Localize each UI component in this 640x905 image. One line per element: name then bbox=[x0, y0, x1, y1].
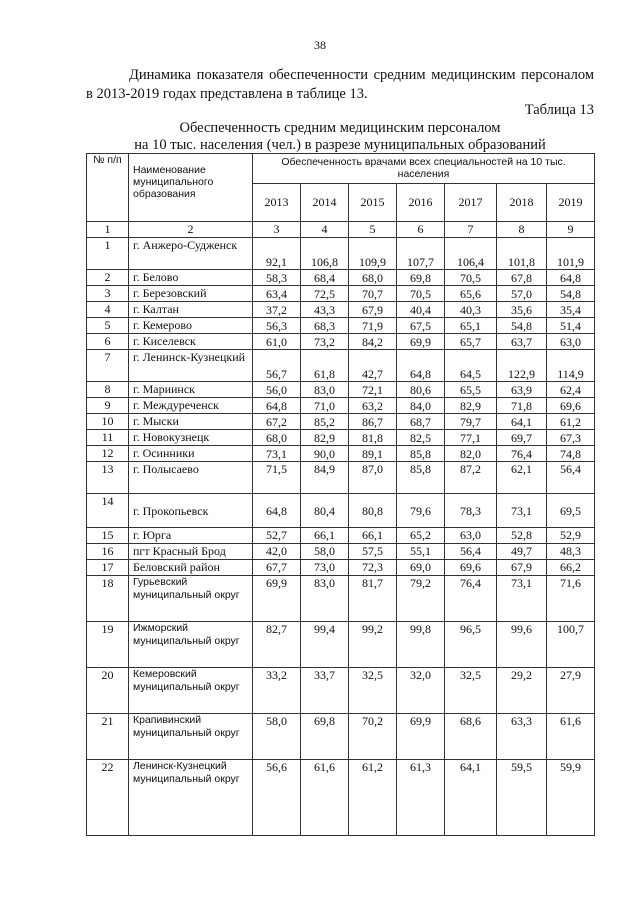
row-value: 77,1 bbox=[445, 430, 497, 446]
row-value: 81,7 bbox=[349, 576, 397, 622]
row-value: 67,9 bbox=[349, 302, 397, 318]
row-value: 70,2 bbox=[349, 714, 397, 760]
row-name: г. Кемерово bbox=[129, 318, 253, 334]
row-number: 16 bbox=[87, 544, 129, 560]
row-value: 99,6 bbox=[497, 622, 547, 668]
row-value: 74,8 bbox=[547, 446, 595, 462]
row-number: 6 bbox=[87, 334, 129, 350]
header-year: 2013 bbox=[253, 184, 301, 222]
row-value: 32,5 bbox=[349, 668, 397, 714]
row-name: Гурьевский муниципальный округ bbox=[129, 576, 253, 622]
row-value: 82,9 bbox=[445, 398, 497, 414]
intro-paragraph: Динамика показателя обеспеченности средним медицинским персоналом в 2013-2019 годах представлена в таблице 13. bbox=[86, 67, 594, 102]
row-value: 78,3 bbox=[445, 494, 497, 528]
row-value: 54,8 bbox=[547, 286, 595, 302]
row-value: 71,6 bbox=[547, 576, 595, 622]
table-row bbox=[87, 528, 595, 544]
row-value: 43,3 bbox=[301, 302, 349, 318]
table-row bbox=[87, 286, 595, 302]
header-name: Наименование муниципального образования bbox=[129, 154, 253, 222]
row-value: 83,0 bbox=[301, 382, 349, 398]
row-value: 42,7 bbox=[349, 350, 397, 382]
row-value: 35,6 bbox=[497, 302, 547, 318]
row-value: 66,1 bbox=[301, 528, 349, 544]
column-number: 4 bbox=[301, 222, 349, 238]
row-number: 15 bbox=[87, 528, 129, 544]
row-value: 73,1 bbox=[253, 446, 301, 462]
column-number: 1 bbox=[87, 222, 129, 238]
row-value: 56,3 bbox=[253, 318, 301, 334]
table-row bbox=[87, 270, 595, 286]
row-value: 35,4 bbox=[547, 302, 595, 318]
row-number: 9 bbox=[87, 398, 129, 414]
row-number: 4 bbox=[87, 302, 129, 318]
row-value: 80,8 bbox=[349, 494, 397, 528]
row-value: 56,7 bbox=[253, 350, 301, 382]
row-value: 114,9 bbox=[547, 350, 595, 382]
row-value: 67,8 bbox=[497, 270, 547, 286]
row-value: 106,8 bbox=[301, 238, 349, 270]
row-name: г. Полысаево bbox=[129, 462, 253, 494]
table-row bbox=[87, 446, 595, 462]
row-number: 21 bbox=[87, 714, 129, 760]
row-value: 56,4 bbox=[445, 544, 497, 560]
row-value: 67,3 bbox=[547, 430, 595, 446]
row-number: 20 bbox=[87, 668, 129, 714]
table-row bbox=[87, 560, 595, 576]
table-caption: Таблица 13 bbox=[524, 102, 594, 118]
row-value: 49,7 bbox=[497, 544, 547, 560]
row-number: 1 bbox=[87, 238, 129, 270]
row-value: 63,0 bbox=[547, 334, 595, 350]
row-value: 69,7 bbox=[497, 430, 547, 446]
row-value: 86,7 bbox=[349, 414, 397, 430]
row-name: г. Мыски bbox=[129, 414, 253, 430]
table-row bbox=[87, 302, 595, 318]
row-value: 70,7 bbox=[349, 286, 397, 302]
row-value: 56,4 bbox=[547, 462, 595, 494]
row-value: 69,6 bbox=[547, 398, 595, 414]
header-year: 2015 bbox=[349, 184, 397, 222]
row-number: 18 bbox=[87, 576, 129, 622]
header-num: № п/п bbox=[87, 154, 129, 222]
row-value: 69,8 bbox=[301, 714, 349, 760]
row-value: 63,0 bbox=[445, 528, 497, 544]
row-value: 82,7 bbox=[253, 622, 301, 668]
table-row bbox=[87, 318, 595, 334]
table-row bbox=[87, 760, 595, 836]
table-row bbox=[87, 238, 595, 270]
row-value: 29,2 bbox=[497, 668, 547, 714]
row-value: 82,0 bbox=[445, 446, 497, 462]
row-value: 76,4 bbox=[445, 576, 497, 622]
table-row bbox=[87, 430, 595, 446]
row-name: г. Белово bbox=[129, 270, 253, 286]
row-value: 51,4 bbox=[547, 318, 595, 334]
row-name: г. Осинники bbox=[129, 446, 253, 462]
row-value: 65,1 bbox=[445, 318, 497, 334]
row-value: 92,1 bbox=[253, 238, 301, 270]
row-value: 82,5 bbox=[397, 430, 445, 446]
row-value: 80,4 bbox=[301, 494, 349, 528]
row-value: 68,6 bbox=[445, 714, 497, 760]
row-value: 69,9 bbox=[397, 714, 445, 760]
column-number: 6 bbox=[397, 222, 445, 238]
row-number: 3 bbox=[87, 286, 129, 302]
row-number: 11 bbox=[87, 430, 129, 446]
header-year: 2018 bbox=[497, 184, 547, 222]
row-value: 106,4 bbox=[445, 238, 497, 270]
row-value: 89,1 bbox=[349, 446, 397, 462]
row-name: г. Новокузнецк bbox=[129, 430, 253, 446]
row-value: 79,7 bbox=[445, 414, 497, 430]
row-name: г. Калтан bbox=[129, 302, 253, 318]
row-value: 84,0 bbox=[397, 398, 445, 414]
row-number: 10 bbox=[87, 414, 129, 430]
row-value: 69,0 bbox=[397, 560, 445, 576]
row-value: 37,2 bbox=[253, 302, 301, 318]
row-value: 72,5 bbox=[301, 286, 349, 302]
row-value: 68,3 bbox=[301, 318, 349, 334]
table-row bbox=[87, 334, 595, 350]
row-value: 58,0 bbox=[301, 544, 349, 560]
row-name: Ленинск-Кузнецкий муниципальный округ bbox=[129, 760, 253, 836]
table-row bbox=[87, 544, 595, 560]
row-value: 68,0 bbox=[349, 270, 397, 286]
row-value: 67,7 bbox=[253, 560, 301, 576]
row-value: 32,5 bbox=[445, 668, 497, 714]
row-value: 65,7 bbox=[445, 334, 497, 350]
table-row bbox=[87, 462, 595, 494]
row-value: 84,2 bbox=[349, 334, 397, 350]
row-value: 56,0 bbox=[253, 382, 301, 398]
row-name: г. Мариинск bbox=[129, 382, 253, 398]
row-value: 80,6 bbox=[397, 382, 445, 398]
row-value: 61,6 bbox=[301, 760, 349, 836]
table-row bbox=[87, 398, 595, 414]
row-name: г. Междуреченск bbox=[129, 398, 253, 414]
row-value: 54,8 bbox=[497, 318, 547, 334]
row-value: 90,0 bbox=[301, 446, 349, 462]
row-value: 55,1 bbox=[397, 544, 445, 560]
row-name: г. Киселевск bbox=[129, 334, 253, 350]
row-value: 71,9 bbox=[349, 318, 397, 334]
row-value: 69,9 bbox=[397, 334, 445, 350]
row-value: 40,3 bbox=[445, 302, 497, 318]
column-number: 2 bbox=[129, 222, 253, 238]
row-value: 73,1 bbox=[497, 576, 547, 622]
row-value: 85,8 bbox=[397, 446, 445, 462]
row-value: 61,0 bbox=[253, 334, 301, 350]
row-value: 99,8 bbox=[397, 622, 445, 668]
row-number: 13 bbox=[87, 462, 129, 494]
row-value: 122,9 bbox=[497, 350, 547, 382]
column-number: 7 bbox=[445, 222, 497, 238]
table-row bbox=[87, 576, 595, 622]
table-row bbox=[87, 350, 595, 382]
row-value: 48,3 bbox=[547, 544, 595, 560]
row-value: 33,7 bbox=[301, 668, 349, 714]
table-row bbox=[87, 622, 595, 668]
row-value: 71,0 bbox=[301, 398, 349, 414]
row-value: 33,2 bbox=[253, 668, 301, 714]
row-value: 61,3 bbox=[397, 760, 445, 836]
row-name: пгт Красный Брод bbox=[129, 544, 253, 560]
row-value: 32,0 bbox=[397, 668, 445, 714]
column-number: 9 bbox=[547, 222, 595, 238]
row-value: 57,5 bbox=[349, 544, 397, 560]
row-value: 72,3 bbox=[349, 560, 397, 576]
header-year: 2019 bbox=[547, 184, 595, 222]
row-value: 58,3 bbox=[253, 270, 301, 286]
row-value: 61,2 bbox=[547, 414, 595, 430]
row-value: 57,0 bbox=[497, 286, 547, 302]
row-name: г. Березовский bbox=[129, 286, 253, 302]
row-value: 72,1 bbox=[349, 382, 397, 398]
row-value: 66,1 bbox=[349, 528, 397, 544]
row-value: 69,8 bbox=[397, 270, 445, 286]
table-title-line2: на 10 тыс. населения (чел.) в разрезе муниципальных образований bbox=[134, 137, 546, 153]
row-name: Крапивинский муниципальный округ bbox=[129, 714, 253, 760]
table-row bbox=[87, 714, 595, 760]
row-value: 61,8 bbox=[301, 350, 349, 382]
row-value: 64,8 bbox=[397, 350, 445, 382]
row-name: г. Анжеро-Судженск bbox=[129, 238, 253, 270]
row-number: 22 bbox=[87, 760, 129, 836]
row-value: 107,7 bbox=[397, 238, 445, 270]
row-value: 52,7 bbox=[253, 528, 301, 544]
row-value: 70,5 bbox=[445, 270, 497, 286]
data-table bbox=[86, 153, 595, 836]
row-name: г. Ленинск-Кузнецкий bbox=[129, 350, 253, 382]
row-value: 71,5 bbox=[253, 462, 301, 494]
header-year: 2017 bbox=[445, 184, 497, 222]
row-number: 12 bbox=[87, 446, 129, 462]
row-value: 67,5 bbox=[397, 318, 445, 334]
row-value: 69,9 bbox=[253, 576, 301, 622]
row-value: 52,8 bbox=[497, 528, 547, 544]
row-value: 73,1 bbox=[497, 494, 547, 528]
table-row bbox=[87, 382, 595, 398]
header-year: 2016 bbox=[397, 184, 445, 222]
row-number: 5 bbox=[87, 318, 129, 334]
row-value: 73,0 bbox=[301, 560, 349, 576]
row-value: 69,5 bbox=[547, 494, 595, 528]
row-value: 100,7 bbox=[547, 622, 595, 668]
row-value: 64,5 bbox=[445, 350, 497, 382]
row-value: 67,2 bbox=[253, 414, 301, 430]
row-value: 63,4 bbox=[253, 286, 301, 302]
row-name: Ижморский муниципальный округ bbox=[129, 622, 253, 668]
row-value: 67,9 bbox=[497, 560, 547, 576]
row-value: 64,1 bbox=[497, 414, 547, 430]
row-value: 82,9 bbox=[301, 430, 349, 446]
row-value: 62,4 bbox=[547, 382, 595, 398]
row-value: 87,0 bbox=[349, 462, 397, 494]
row-name: г. Юрга bbox=[129, 528, 253, 544]
row-value: 63,9 bbox=[497, 382, 547, 398]
page-number: 38 bbox=[314, 38, 326, 52]
row-value: 61,6 bbox=[547, 714, 595, 760]
row-value: 59,9 bbox=[547, 760, 595, 836]
row-value: 63,3 bbox=[497, 714, 547, 760]
row-value: 59,5 bbox=[497, 760, 547, 836]
row-value: 66,2 bbox=[547, 560, 595, 576]
table-title-line1: Обеспеченность средним медицинским персоналом bbox=[179, 120, 501, 136]
row-value: 52,9 bbox=[547, 528, 595, 544]
row-value: 79,2 bbox=[397, 576, 445, 622]
row-value: 42,0 bbox=[253, 544, 301, 560]
row-value: 85,2 bbox=[301, 414, 349, 430]
row-value: 109,9 bbox=[349, 238, 397, 270]
row-value: 73,2 bbox=[301, 334, 349, 350]
row-value: 96,5 bbox=[445, 622, 497, 668]
row-number: 8 bbox=[87, 382, 129, 398]
row-value: 69,6 bbox=[445, 560, 497, 576]
row-value: 68,7 bbox=[397, 414, 445, 430]
table-title bbox=[86, 120, 594, 154]
row-value: 71,8 bbox=[497, 398, 547, 414]
row-number: 19 bbox=[87, 622, 129, 668]
row-value: 68,4 bbox=[301, 270, 349, 286]
column-number: 3 bbox=[253, 222, 301, 238]
row-value: 64,8 bbox=[253, 398, 301, 414]
row-value: 64,8 bbox=[547, 270, 595, 286]
row-value: 40,4 bbox=[397, 302, 445, 318]
row-value: 84,9 bbox=[301, 462, 349, 494]
row-number: 2 bbox=[87, 270, 129, 286]
column-number: 5 bbox=[349, 222, 397, 238]
row-value: 56,6 bbox=[253, 760, 301, 836]
row-value: 64,8 bbox=[253, 494, 301, 528]
row-value: 65,2 bbox=[397, 528, 445, 544]
row-value: 70,5 bbox=[397, 286, 445, 302]
table-row bbox=[87, 494, 595, 528]
row-value: 63,7 bbox=[497, 334, 547, 350]
row-value: 27,9 bbox=[547, 668, 595, 714]
row-value: 62,1 bbox=[497, 462, 547, 494]
column-number: 8 bbox=[497, 222, 547, 238]
row-value: 79,6 bbox=[397, 494, 445, 528]
row-number: 7 bbox=[87, 350, 129, 382]
row-value: 63,2 bbox=[349, 398, 397, 414]
row-value: 64,1 bbox=[445, 760, 497, 836]
header-group: Обеспеченность врачами всех специальностей на 10 тыс. населения bbox=[253, 154, 595, 184]
row-value: 65,6 bbox=[445, 286, 497, 302]
header-year: 2014 bbox=[301, 184, 349, 222]
table-row bbox=[87, 414, 595, 430]
row-value: 101,9 bbox=[547, 238, 595, 270]
row-value: 99,2 bbox=[349, 622, 397, 668]
row-value: 85,8 bbox=[397, 462, 445, 494]
row-value: 83,0 bbox=[301, 576, 349, 622]
row-value: 58,0 bbox=[253, 714, 301, 760]
row-value: 61,2 bbox=[349, 760, 397, 836]
row-value: 101,8 bbox=[497, 238, 547, 270]
table-row bbox=[87, 668, 595, 714]
row-value: 68,0 bbox=[253, 430, 301, 446]
row-value: 87,2 bbox=[445, 462, 497, 494]
row-value: 76,4 bbox=[497, 446, 547, 462]
row-name: Беловский район bbox=[129, 560, 253, 576]
row-number: 17 bbox=[87, 560, 129, 576]
row-name: Кемеровский муниципальный округ bbox=[129, 668, 253, 714]
row-name: г. Прокопьевск bbox=[129, 494, 253, 528]
row-value: 81,8 bbox=[349, 430, 397, 446]
row-value: 65,5 bbox=[445, 382, 497, 398]
row-value: 99,4 bbox=[301, 622, 349, 668]
row-number: 14 bbox=[87, 494, 129, 528]
